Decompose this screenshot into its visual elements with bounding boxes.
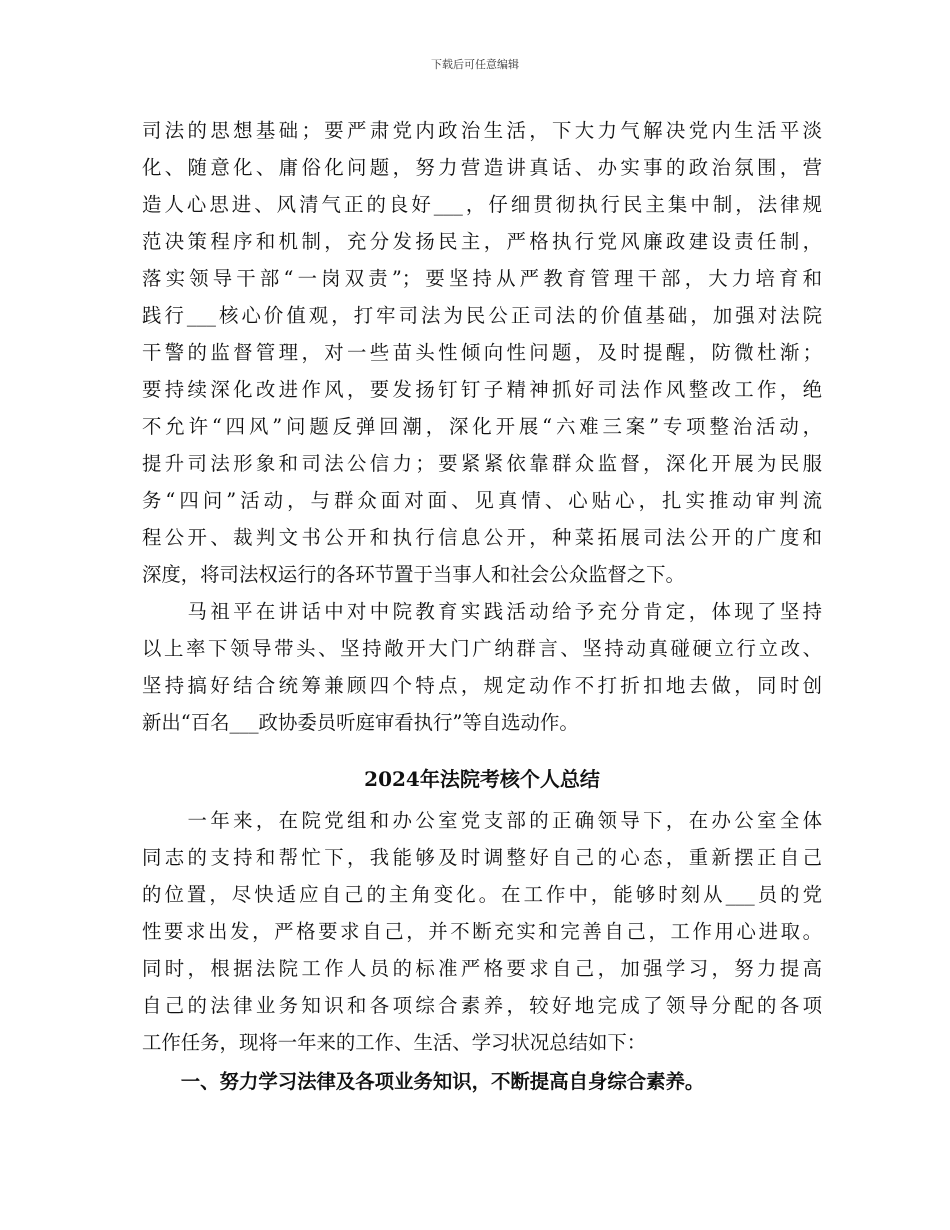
text-line: 以上率下领导带头、坚持敞开大门广纳群言、坚持动真碰硬立行立改、	[142, 637, 822, 660]
section-heading: 一、努力学习法律及各项业务知识，不断提高自身综合素养。	[142, 1070, 705, 1093]
text-line: 性要求出发，严格要求自己，并不断充实和完善自己，工作用心进取。	[142, 920, 822, 943]
text-line: 的位置，尽快适应自己的主角变化。在工作中，能够时刻从___员的党	[142, 883, 822, 906]
text-line: 自己的法律业务知识和各项综合素养，较好地完成了领导分配的各项	[142, 994, 822, 1017]
paragraph-2	[142, 593, 822, 741]
text-line: 同时，根据法院工作人员的标准严格要求自己，加强学习，努力提高	[142, 957, 822, 980]
text-line: 同志的支持和帮忙下，我能够及时调整好自己的心态，重新摆正自己	[142, 846, 822, 869]
section-title: 2024年法院考核个人总结	[364, 767, 600, 791]
text-line: 不允许“四风”问题反弹回潮，深化开展“六难三案”专项整治活动，	[142, 415, 822, 438]
text-line: 深度，将司法权运行的各环节置于当事人和社会公众监督之下。	[142, 563, 685, 586]
text-line: 马祖平在讲话中对中院教育实践活动给予充分肯定，体现了坚持	[142, 600, 822, 623]
text-line: 提升司法形象和司法公信力；要紧紧依靠群众监督，深化开展为民服	[142, 452, 822, 475]
page-header: 下载后可任意编辑	[431, 58, 519, 71]
text-line: 范决策程序和机制，充分发扬民主，严格执行党风廉政建设责任制，	[142, 230, 822, 253]
text-line: 落实领导干部“一岗双责”；要坚持从严教育管理干部，大力培育和	[142, 267, 822, 290]
text-line: 务“四问”活动，与群众面对面、见真情、心贴心，扎实推动审判流	[142, 489, 822, 512]
document-body	[142, 112, 822, 1101]
text-line: 要持续深化改进作风，要发扬钉钉子精神抓好司法作风整改工作，绝	[142, 378, 822, 401]
text-line: 工作任务，现将一年来的工作、生活、学习状况总结如下：	[142, 1031, 647, 1054]
text-line: 坚持搞好结合统筹兼顾四个特点，规定动作不打折扣地去做，同时创	[142, 674, 822, 697]
text-line: 程公开、裁判文书公开和执行信息公开，种菜拓展司法公开的广度和	[142, 526, 822, 549]
text-line: 造人心思进、风清气正的良好___，仔细贯彻执行民主集中制，法律规	[142, 193, 822, 216]
paragraph-3	[142, 802, 822, 1061]
text-line: 化、随意化、庸俗化问题，努力营造讲真话、办实事的政治氛围，营	[142, 156, 822, 179]
paragraph-1	[142, 112, 822, 593]
text-line: 新出“百名___政协委员听庭审看执行”等自选动作。	[142, 711, 579, 734]
text-line: 践行___核心价值观，打牢司法为民公正司法的价值基础，加强对法院	[142, 304, 822, 327]
text-line: 一年来，在院党组和办公室党支部的正确领导下，在办公室全体	[142, 809, 822, 832]
text-line: 干警的监督管理，对一些苗头性倾向性问题，及时提醒，防微杜渐；	[142, 341, 822, 364]
text-line: 司法的思想基础；要严肃党内政治生活，下大力气解决党内生活平淡	[142, 119, 822, 142]
